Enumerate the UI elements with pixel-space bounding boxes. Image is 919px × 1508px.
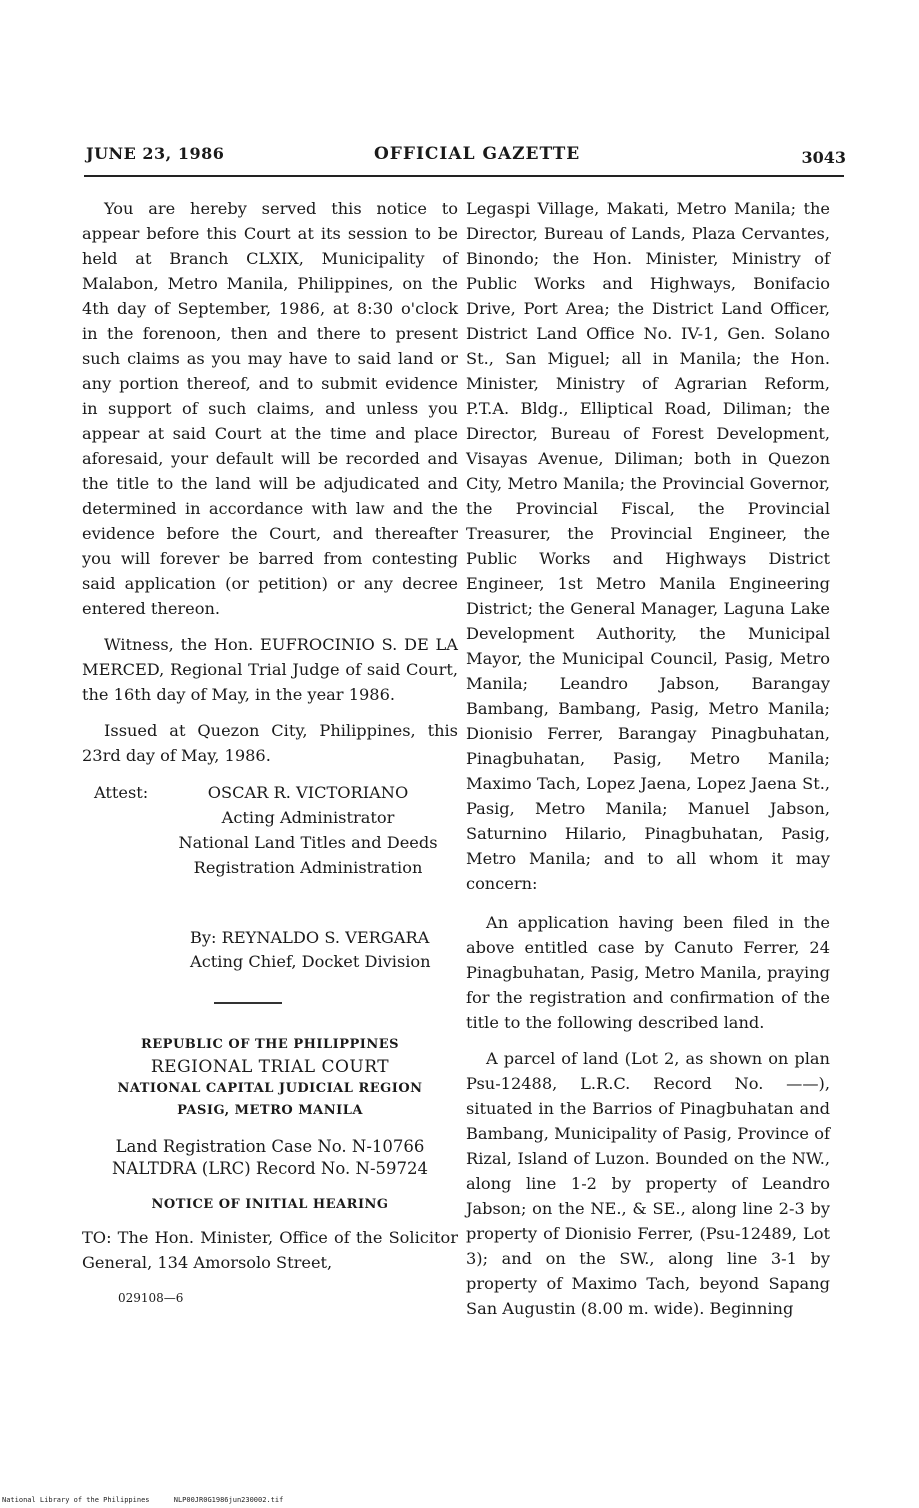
- witness-paragraph: Witness, the Hon. EUFROCINIO S. DE LA MERCED, Regional Trial Judge of said Court, the 16th day of May, in the year 1986.: [82, 635, 458, 704]
- application-paragraph: An application having been filed in the above entitled case by Canuto Ferrer, 24 Pinagbuhatan, Pasig, Metro Manila, praying for the registration and confirmation of the title to the following described land.: [466, 913, 830, 1032]
- header-title: OFFICIAL GAZETTE: [374, 144, 581, 164]
- right-column: [466, 196, 830, 1332]
- by-title: Acting Chief, Docket Division: [190, 952, 431, 971]
- land-description-paragraph: A parcel of land (Lot 2, as shown on plan Psu-12488, L.R.C. Record No. ——), situated in the Barrios of Pinagbuhatan and Bambang, Municipality of Pasig, Province of Rizal, Island of Luzon. Bounded on the NW., along line 1-2 by property of Leandro Jabson; on the NE., & SE., along line 2-3 by property of Dionisio Ferrer, (Psu-12489, Lot 3); and on the SW., along line 3-1 by property of Maximo Tach, beyond Sapang San Augustin (8.00 m. wide). Beginning: [466, 1049, 830, 1318]
- header-date: JUNE 23, 1986: [86, 144, 225, 163]
- court-name: REGIONAL TRIAL COURT: [150, 1057, 390, 1077]
- page-header: [86, 144, 846, 174]
- court-heading: [82, 1034, 458, 1122]
- court-location: PASIG, METRO MANILA: [177, 1103, 363, 1118]
- issued-paragraph: Issued at Quezon City, Philippines, this 23rd day of May, 1986.: [82, 721, 458, 765]
- record-number: NALTDRA (LRC) Record No. N-59724: [111, 1159, 429, 1178]
- summons-paragraph: You are hereby served this notice to appear before this Court at its session to be held at Branch CLXIX, Municipality of Malabon, Metro Manila, Philippines, on the 4th day of September, 1986, at 8:30 o'clock in the forenoon, then and there to present such claims as you may have to said land or any portion thereof, and to submit evidence in support of such claims, and unless you appear at said Court at the time and place aforesaid, your default will be recorded and the title to the land will be adjudicated and determined in accordance with law and the evidence before the Court, and thereafter you will forever be barred from contesting said application (or petition) or any decree entered thereon.: [82, 199, 458, 618]
- print-code: 029108—6: [118, 1291, 184, 1305]
- attest-title-2: National Land Titles and Deeds: [178, 833, 438, 852]
- attest-title-1: Acting Administrator: [221, 808, 395, 827]
- footer-library: National Library of the Philippines: [2, 1496, 150, 1504]
- court-republic: REPUBLIC OF THE PHILIPPINES: [140, 1037, 400, 1052]
- case-numbers: [82, 1136, 458, 1180]
- case-number: Land Registration Case No. N-10766: [115, 1137, 425, 1156]
- attest-block: [82, 780, 458, 1010]
- header-rule: [84, 175, 844, 177]
- addressee-continuation: Legaspi Village, Makati, Metro Manila; the Director, Bureau of Lands, Plaza Cervantes, Binondo; the Hon. Minister, Ministry of Public Works and Highways, Bonifacio Drive, Port Area; the District Land Officer, District Land Office No. IV-1, Gen. Solano St., San Miguel; all in Manila; the Hon. Minister, Ministry of Agrarian Reform, P.T.A. Bldg., Elliptical Road, Diliman; the Director, Bureau of Forest Development, Visayas Avenue, Diliman; both in Quezon City, Metro Manila; the Provincial Governor, the Provincial Fiscal, the Provincial Treasurer, the Provincial Engineer, the Public Works and Highways District Engineer, 1st Metro Manila Engineering District; the General Manager, Laguna Lake Development Authority, the Municipal Mayor, the Municipal Council, Pasig, Metro Manila; Leandro Jabson, Barangay Bambang, Bambang, Pasig, Metro Manila; Dionisio Ferrer, Barangay Pinagbuhatan, Pinagbuhatan, Pasig, Metro Manila; Maximo Tach, Lopez Jaena, Lopez Jaena St., Pasig, Metro Manila; Manuel Jabson, Saturnino Hilario, Pinagbuhatan, Pasig, Metro Manila; and to all whom it may concern:: [466, 199, 830, 893]
- by-name: By: REYNALDO S. VERGARA: [190, 928, 430, 947]
- left-column: [82, 196, 458, 1311]
- scan-footer: [2, 1496, 303, 1504]
- by-signatory: [190, 926, 460, 974]
- attest-signatory: [158, 780, 458, 880]
- attest-label: Attest:: [94, 783, 149, 802]
- attest-name: OSCAR R. VICTORIANO: [207, 783, 409, 802]
- attest-title-3: Registration Administration: [193, 858, 423, 877]
- section-divider: [214, 1002, 282, 1004]
- court-region: NATIONAL CAPITAL JUDICIAL REGION: [117, 1081, 423, 1096]
- page-number: 3043: [801, 148, 846, 167]
- addressee-line: TO: The Hon. Minister, Office of the Solicitor General, 134 Amorsolo Street,: [82, 1228, 458, 1272]
- footer-file: NLP00JR0G1986jun230002.tif: [173, 1496, 284, 1504]
- notice-title: NOTICE OF INITIAL HEARING: [151, 1197, 389, 1212]
